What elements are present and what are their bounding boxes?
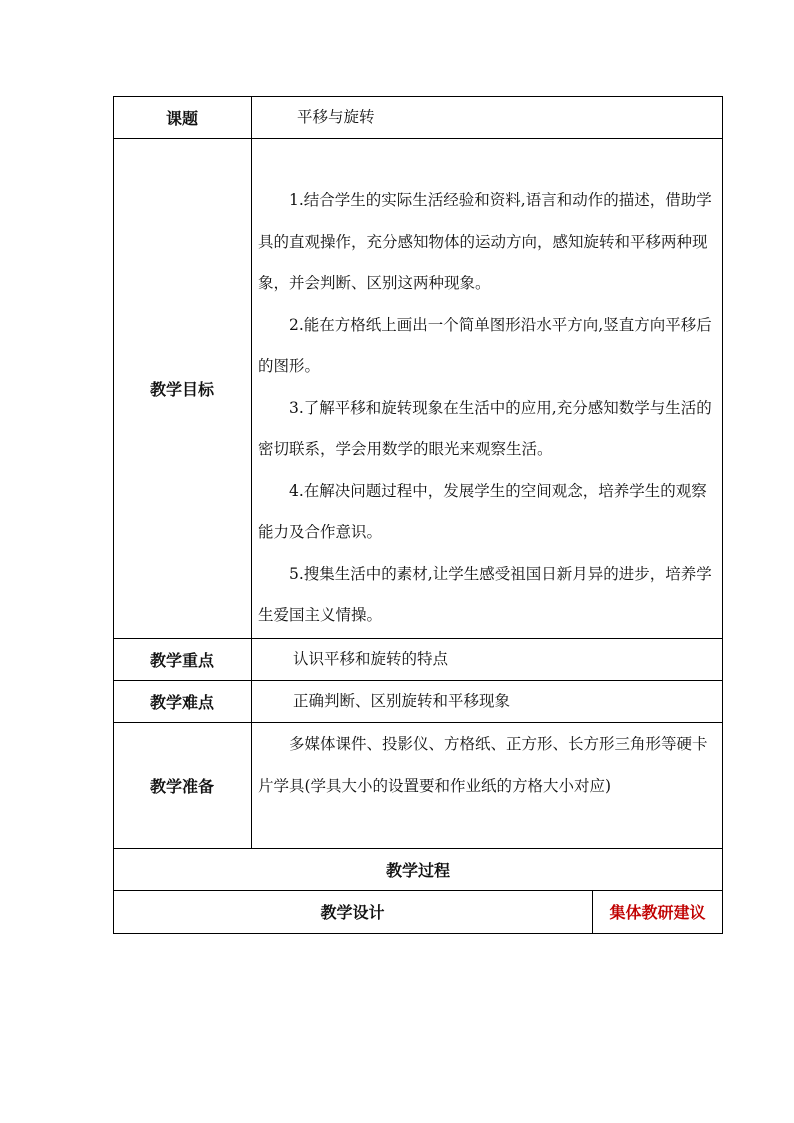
difficulties-label: 教学难点 — [149, 692, 214, 712]
key-points-value — [262, 638, 718, 680]
suggestion-header: 集体教研建议 — [609, 903, 706, 922]
topic-label: 课题 — [165, 108, 198, 128]
goals-label: 教学目标 — [149, 379, 214, 399]
preparation-value — [258, 724, 720, 807]
preparation-label: 教学准备 — [149, 776, 214, 796]
design-header: 教学设计 — [320, 903, 385, 922]
process-title: 教学过程 — [385, 860, 450, 880]
key-points-label: 教学重点 — [149, 650, 214, 670]
goal-paragraph: 4.在解决问题过程中，发展学生的空间观念，培养学生的观察能力及合作意识。 — [258, 481, 707, 541]
topic-value — [266, 96, 716, 138]
table-border — [113, 933, 723, 934]
goal-paragraph: 5.搜集生活中的素材,让学生感受祖国日新月异的进步，培养学生爱国主义情操。 — [258, 564, 712, 624]
table-border — [722, 96, 723, 934]
preparation-text: 多媒体课件、投影仪、方格纸、正方形、长方形三角形等硬卡片学具(学具大小的设置要和作业纸的方格大小对应) — [258, 735, 708, 795]
goal-paragraph: 3.了解平移和旋转现象在生活中的应用,充分感知数学与生活的密切联系，学会用数学的眼光来观察生活。 — [258, 398, 712, 458]
goal-paragraph: 1.结合学生的实际生活经验和资料,语言和动作的描述，借助学具的直观操作，充分感知物体的运动方向，感知旋转和平移两种现象，并会判断、区别这两种现象。 — [258, 191, 712, 292]
goal-paragraph: 2.能在方格纸上画出一个简单图形沿水平方向,竖直方向平移后的图形。 — [258, 315, 712, 375]
table-border — [251, 96, 252, 848]
difficulties-text: 正确判断、区别旋转和平移现象 — [293, 692, 511, 710]
key-points-text: 认识平移和旋转的特点 — [293, 650, 449, 668]
topic-text: 平移与旋转 — [297, 108, 375, 126]
difficulties-value — [262, 680, 718, 722]
goals-content — [258, 180, 718, 637]
